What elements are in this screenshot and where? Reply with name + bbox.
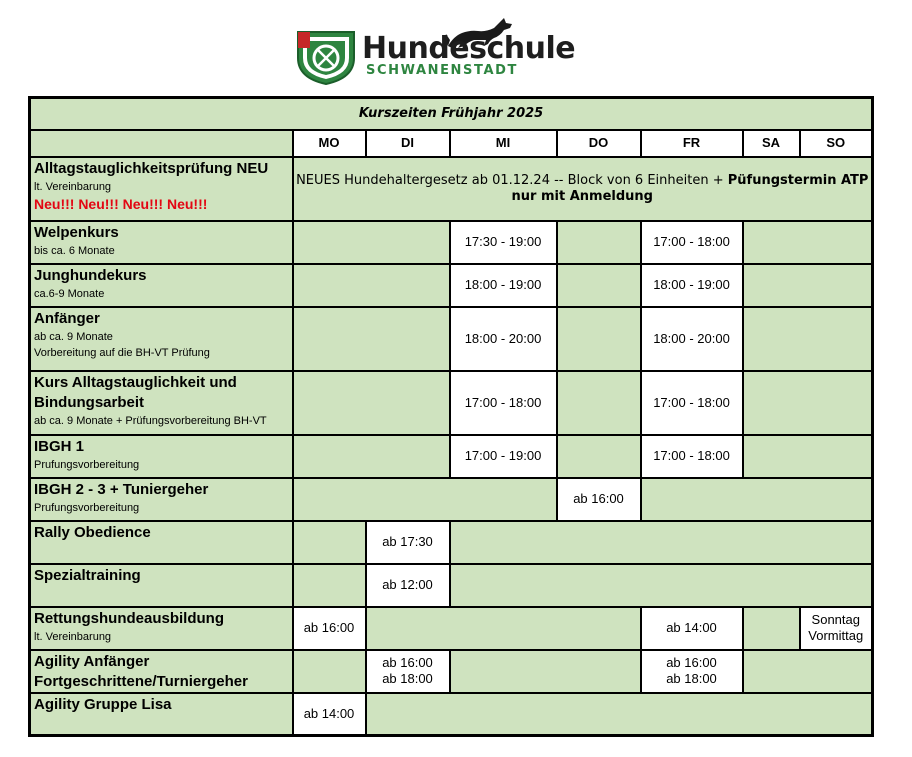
empty-cell	[557, 371, 641, 435]
schedule-table	[28, 96, 874, 737]
course-detail: Prufungsvorbereitung	[34, 458, 140, 471]
course-name: Rally Obedience	[34, 523, 151, 541]
course-cell-anfaenger	[30, 307, 293, 371]
empty-cell	[641, 478, 873, 521]
time-cell-mi: 18:00 - 19:00	[450, 264, 557, 307]
club-crest-icon	[296, 28, 356, 86]
course-cell-atp	[30, 157, 293, 221]
course-detail: ab ca. 9 Monate	[34, 330, 113, 343]
time-cell-do: ab 16:00	[557, 478, 641, 521]
course-cell-spezial	[30, 564, 293, 607]
empty-cell	[450, 650, 641, 693]
course-cell-junghunde	[30, 264, 293, 307]
course-cell-agility-anfaenger	[30, 650, 293, 693]
time-cell-fr	[641, 650, 743, 693]
course-cell-rally	[30, 521, 293, 564]
time-cell-mo: ab 16:00	[293, 607, 366, 650]
time-cell-di: ab 17:30	[366, 521, 450, 564]
course-cell-alltag	[30, 371, 293, 435]
course-detail: ab ca. 9 Monate + Prüfungsvorbereitung BH-VT	[34, 414, 267, 427]
table-row	[30, 264, 873, 307]
day-header-mi: MI	[450, 130, 557, 157]
new-alert-label: Neu!!! Neu!!! Neu!!! Neu!!!	[34, 195, 208, 212]
table-row	[30, 693, 873, 736]
course-name: Welpenkurs	[34, 223, 119, 241]
empty-cell	[293, 307, 450, 371]
table-row	[30, 521, 873, 564]
empty-cell	[293, 478, 557, 521]
course-name: Rettungshundeausbildung	[34, 609, 224, 627]
time-cell-fr: 17:00 - 18:00	[641, 435, 743, 478]
course-cell-ibgh2	[30, 478, 293, 521]
course-name: Agility Anfänger	[34, 652, 150, 670]
course-detail: ca.6-9 Monate	[34, 287, 105, 300]
time-line: ab 16:00	[382, 655, 433, 670]
course-name: Bindungsarbeit	[34, 393, 145, 411]
time-line: ab 16:00	[666, 655, 717, 670]
empty-cell	[366, 607, 641, 650]
corner-cell	[30, 130, 293, 157]
time-cell-mi: 17:00 - 18:00	[450, 371, 557, 435]
empty-cell	[366, 693, 873, 736]
course-name: Spezialtraining	[34, 566, 141, 584]
table-row	[30, 435, 873, 478]
brand-name: Hundeschule	[362, 31, 576, 66]
table-row	[30, 157, 873, 221]
empty-cell	[557, 221, 641, 264]
empty-cell	[450, 521, 873, 564]
empty-cell	[743, 307, 873, 371]
course-name: Agility Gruppe Lisa	[34, 695, 172, 713]
course-detail: lt. Vereinbarung	[34, 630, 112, 643]
empty-cell	[293, 435, 450, 478]
empty-cell	[293, 564, 366, 607]
time-cell-fr: 18:00 - 19:00	[641, 264, 743, 307]
empty-cell	[557, 435, 641, 478]
course-name: Junghundekurs	[34, 266, 147, 284]
day-header-fr: FR	[641, 130, 743, 157]
time-cell-mi: 17:30 - 19:00	[450, 221, 557, 264]
empty-cell	[293, 650, 366, 693]
course-cell-welpen	[30, 221, 293, 264]
atp-notice-text: NEUES Hundehaltergesetz ab 01.12.24 -- Block von 6 Einheiten +	[296, 172, 724, 188]
schedule-title: Kurszeiten Frühjahr 2025	[30, 98, 873, 130]
course-name: IBGH 2 - 3 + Tuniergeher	[34, 480, 209, 498]
empty-cell	[743, 650, 873, 693]
course-name: Alltagstauglichkeitsprüfung NEU	[34, 159, 269, 177]
course-name: Anfänger	[34, 309, 100, 327]
empty-cell	[743, 221, 873, 264]
course-name: Fortgeschrittene/Turniergeher	[34, 672, 248, 690]
course-cell-agility-lisa	[30, 693, 293, 736]
table-row	[30, 371, 873, 435]
table-row	[30, 607, 873, 650]
empty-cell	[743, 371, 873, 435]
course-cell-ibgh1	[30, 435, 293, 478]
time-cell-mi: 17:00 - 19:00	[450, 435, 557, 478]
day-header-row	[30, 130, 873, 157]
atp-notice-bold: Püfungstermin ATP nur mit Anmeldung	[511, 172, 869, 204]
empty-cell	[743, 264, 873, 307]
empty-cell	[450, 564, 873, 607]
time-cell-di	[366, 650, 450, 693]
course-detail: Vorbereitung auf die BH-VT Prüfung	[34, 346, 210, 359]
table-row	[30, 221, 873, 264]
empty-cell	[293, 371, 450, 435]
page-header	[0, 0, 912, 96]
empty-cell	[743, 435, 873, 478]
time-line: ab 18:00	[382, 671, 433, 686]
course-detail: Prufungsvorbereitung	[34, 501, 140, 514]
empty-cell	[557, 264, 641, 307]
empty-cell	[293, 264, 450, 307]
time-line: ab 18:00	[666, 671, 717, 686]
time-cell-so	[800, 607, 873, 650]
time-cell-fr: ab 14:00	[641, 607, 743, 650]
empty-cell	[293, 521, 366, 564]
day-header-do: DO	[557, 130, 641, 157]
time-cell-mi: 18:00 - 20:00	[450, 307, 557, 371]
course-name: IBGH 1	[34, 437, 85, 455]
day-header-so: SO	[800, 130, 873, 157]
table-row	[30, 307, 873, 371]
empty-cell	[293, 221, 450, 264]
day-header-di: DI	[366, 130, 450, 157]
empty-cell	[557, 307, 641, 371]
time-cell-fr: 17:00 - 18:00	[641, 221, 743, 264]
table-row	[30, 564, 873, 607]
time-cell-fr: 17:00 - 18:00	[641, 371, 743, 435]
day-header-mo: MO	[293, 130, 366, 157]
course-detail: lt. Vereinbarung	[34, 180, 112, 193]
brand-subtitle: SCHWANENSTADT	[366, 63, 518, 78]
time-cell-di: ab 12:00	[366, 564, 450, 607]
day-header-sa: SA	[743, 130, 800, 157]
course-detail: bis ca. 6 Monate	[34, 244, 115, 257]
time-cell-fr: 18:00 - 20:00	[641, 307, 743, 371]
time-line: Sonntag	[811, 612, 860, 627]
course-cell-rettung	[30, 607, 293, 650]
table-row	[30, 650, 873, 693]
title-row	[30, 98, 873, 130]
time-cell-mo: ab 14:00	[293, 693, 366, 736]
course-name: Kurs Alltagstauglichkeit und	[34, 373, 237, 391]
time-line: Vormittag	[808, 628, 864, 643]
atp-notice	[293, 157, 873, 221]
empty-cell	[743, 607, 800, 650]
table-row	[30, 478, 873, 521]
